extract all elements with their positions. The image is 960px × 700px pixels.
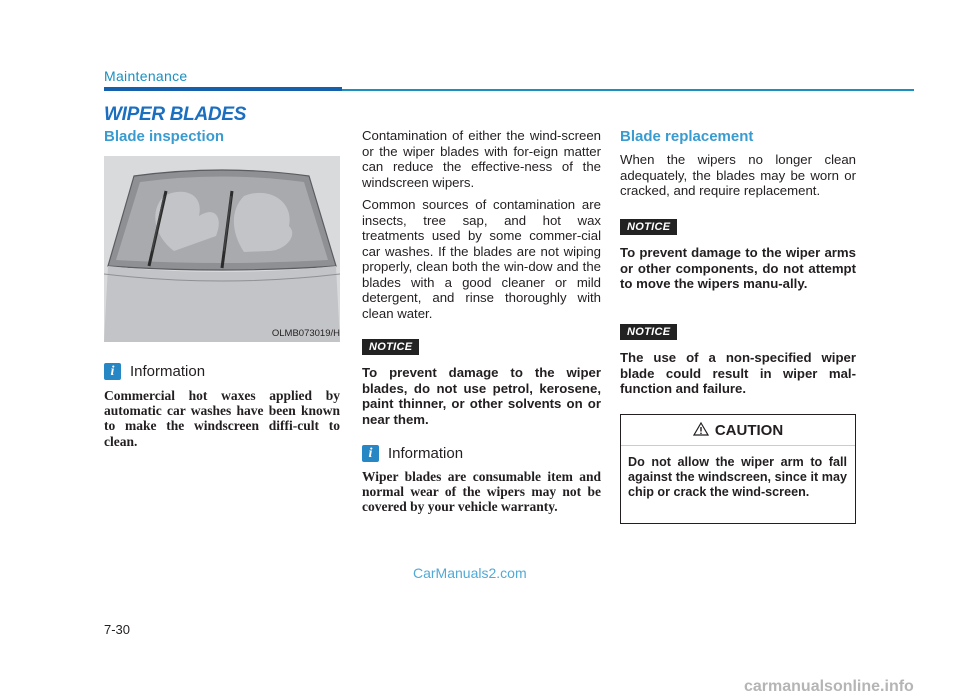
notice-badge-2: NOTICE (620, 219, 677, 235)
header-rule-thin (342, 89, 914, 91)
page-title: WIPER BLADES (104, 104, 247, 125)
information-icon: i (104, 363, 121, 380)
info-text-2: Wiper blades are consumable item and normal wear of the wipers may not be covered by your vehicle warranty. (362, 469, 601, 515)
caution-box (620, 414, 856, 524)
info-text-1: Commercial hot waxes applied by automatic car washes have been known to make the windscreen diffi-cult to clean. (104, 388, 340, 449)
warning-triangle-icon (693, 422, 709, 436)
watermark-site-link[interactable]: CarManuals2.com (413, 565, 527, 581)
notice-text-1: To prevent damage to the wiper blades, do not use petrol, kerosene, paint thinner, or other solvents on or near them. (362, 365, 601, 427)
subtitle-blade-replacement: Blade replacement (620, 128, 754, 145)
info-title: Information (388, 445, 464, 462)
section-header: Maintenance (104, 68, 188, 84)
header-rule-thick (104, 87, 342, 91)
caution-text: Do not allow the wiper arm to fall against the windscreen, since it may chip or crack the wind-screen. (628, 455, 847, 499)
watermark-bottom: carmanualsonline.info (744, 678, 914, 695)
page-number: 7-30 (104, 622, 131, 637)
paragraph-sources: Common sources of contamination are insects, tree sap, and hot wax treatments used by some commer-cial car washes. If the blades are not wiping properly, clean both the win-dow and the blades with a good cleaner or mild detergent, and rinse thoroughly with clean water. (362, 197, 601, 321)
notice-badge-1: NOTICE (362, 339, 419, 355)
caution-heading (621, 422, 855, 439)
paragraph-contamination: Contamination of either the wind-screen or the wiper blades with for-eign matter can reduce the effective-ness of the windscreen wipers. (362, 128, 601, 190)
car-windscreen-image (104, 156, 340, 342)
info-heading-2 (362, 445, 463, 462)
info-title: Information (130, 363, 206, 380)
subtitle-blade-inspection: Blade inspection (104, 128, 225, 145)
info-heading-1 (104, 363, 205, 380)
image-code: OLMB073019/H (271, 328, 340, 339)
notice-text-2: To prevent damage to the wiper arms or other components, do not attempt to move the wipers manu-ally. (620, 245, 856, 291)
notice-badge-3: NOTICE (620, 324, 677, 340)
caution-divider (621, 445, 855, 446)
caution-title: CAUTION (714, 422, 784, 439)
information-icon: i (362, 445, 379, 462)
notice-text-3: The use of a non-specified wiper blade could result in wiper mal-function and failure. (620, 350, 856, 396)
windscreen-illustration (104, 156, 340, 342)
paragraph-replacement: When the wipers no longer clean adequately, the blades may be worn or cracked, and require replacement. (620, 152, 856, 198)
